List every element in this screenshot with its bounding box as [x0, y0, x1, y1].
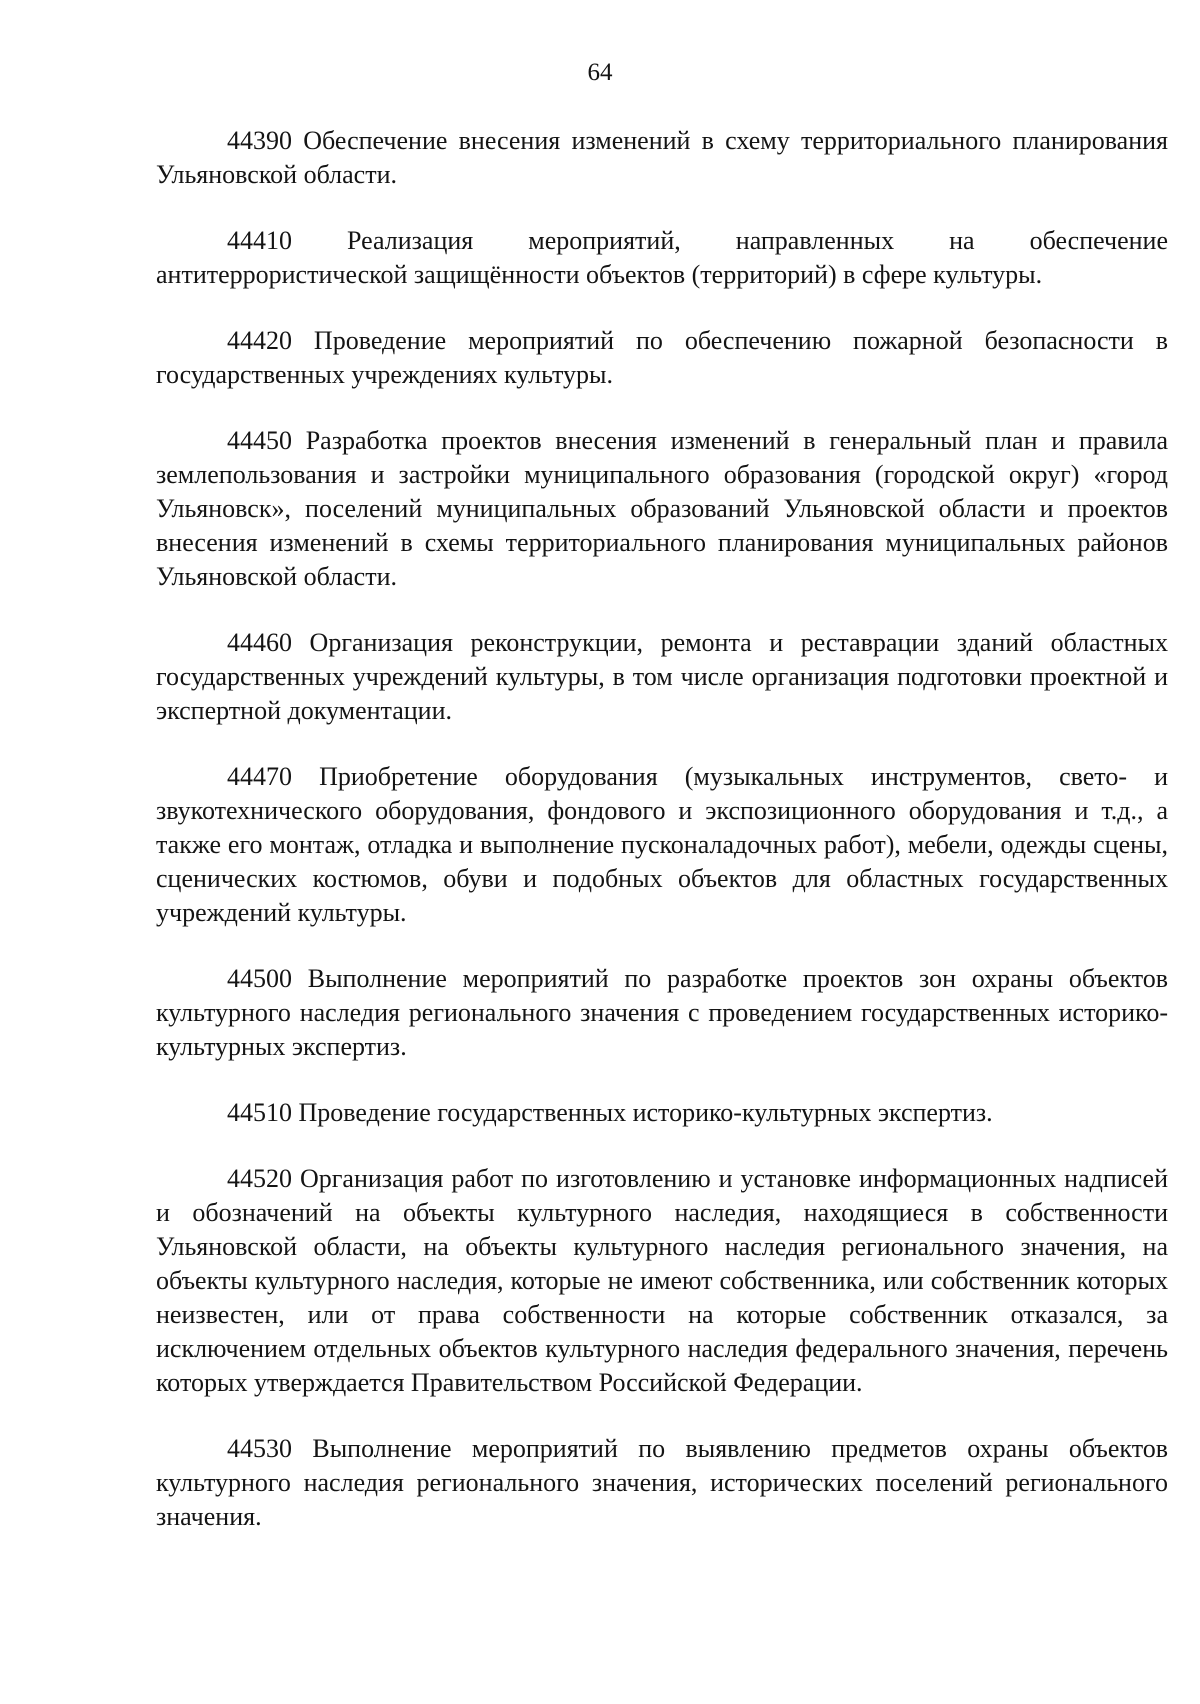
- page-number: 64: [587, 59, 613, 86]
- paragraph-44420: 44420 Проведение мероприятий по обеспечению пожарной безопасности в государственных учреждениях культуры.: [156, 326, 1168, 389]
- paragraph-44390: 44390 Обеспечение внесения изменений в схему территориального планирования Ульяновской области.: [156, 126, 1168, 189]
- paragraph-44470: 44470 Приобретение оборудования (музыкальных инструментов, свето- и звукотехнического оборудования, фондового и экспозиционного оборудования и т.д., а также его монтаж, отладка и выполнение пусконаладочных работ), мебели, одежды сцены, сценических костюмов, обуви и подобных объектов для областных государственных учреждений культуры.: [156, 762, 1168, 927]
- paragraph-44410: 44410 Реализация мероприятий, направленных на обеспечение антитеррористической защищённости объектов (территорий) в сфере культуры.: [156, 226, 1168, 289]
- paragraph-44520: 44520 Организация работ по изготовлению и установке информационных надписей и обозначений на объекты культурного наследия, находящиеся в собственности Ульяновской области, на объекты культурного наследия регионального значения, на объекты культурного наследия, которые не имеют собственника, или собственник которых неизвестен, или от права собственности на которые собственник отказался, за исключением отдельных объектов культурного наследия федерального значения, перечень которых утверждается Правительством Российской Федерации.: [156, 1164, 1168, 1397]
- document-body: [156, 124, 1168, 1566]
- paragraph-44450: 44450 Разработка проектов внесения изменений в генеральный план и правила землепользования и застройки муниципального образования (городской округ) «город Ульяновск», поселений муниципальных образований Ульяновской области и проектов внесения изменений в схемы территориального планирования муниципальных районов Ульяновской области.: [156, 426, 1168, 591]
- paragraph-44460: 44460 Организация реконструкции, ремонта и реставрации зданий областных государственных учреждений культуры, в том числе организация подготовки проектной и экспертной документации.: [156, 628, 1168, 725]
- paragraph-44500: 44500 Выполнение мероприятий по разработке проектов зон охраны объектов культурного наследия регионального значения с проведением государственных историко-культурных экспертиз.: [156, 964, 1168, 1061]
- paragraph-44530: 44530 Выполнение мероприятий по выявлению предметов охраны объектов культурного наследия регионального значения, исторических поселений регионального значения.: [156, 1434, 1168, 1531]
- paragraph-44510: 44510 Проведение государственных историко-культурных экспертиз.: [227, 1098, 993, 1127]
